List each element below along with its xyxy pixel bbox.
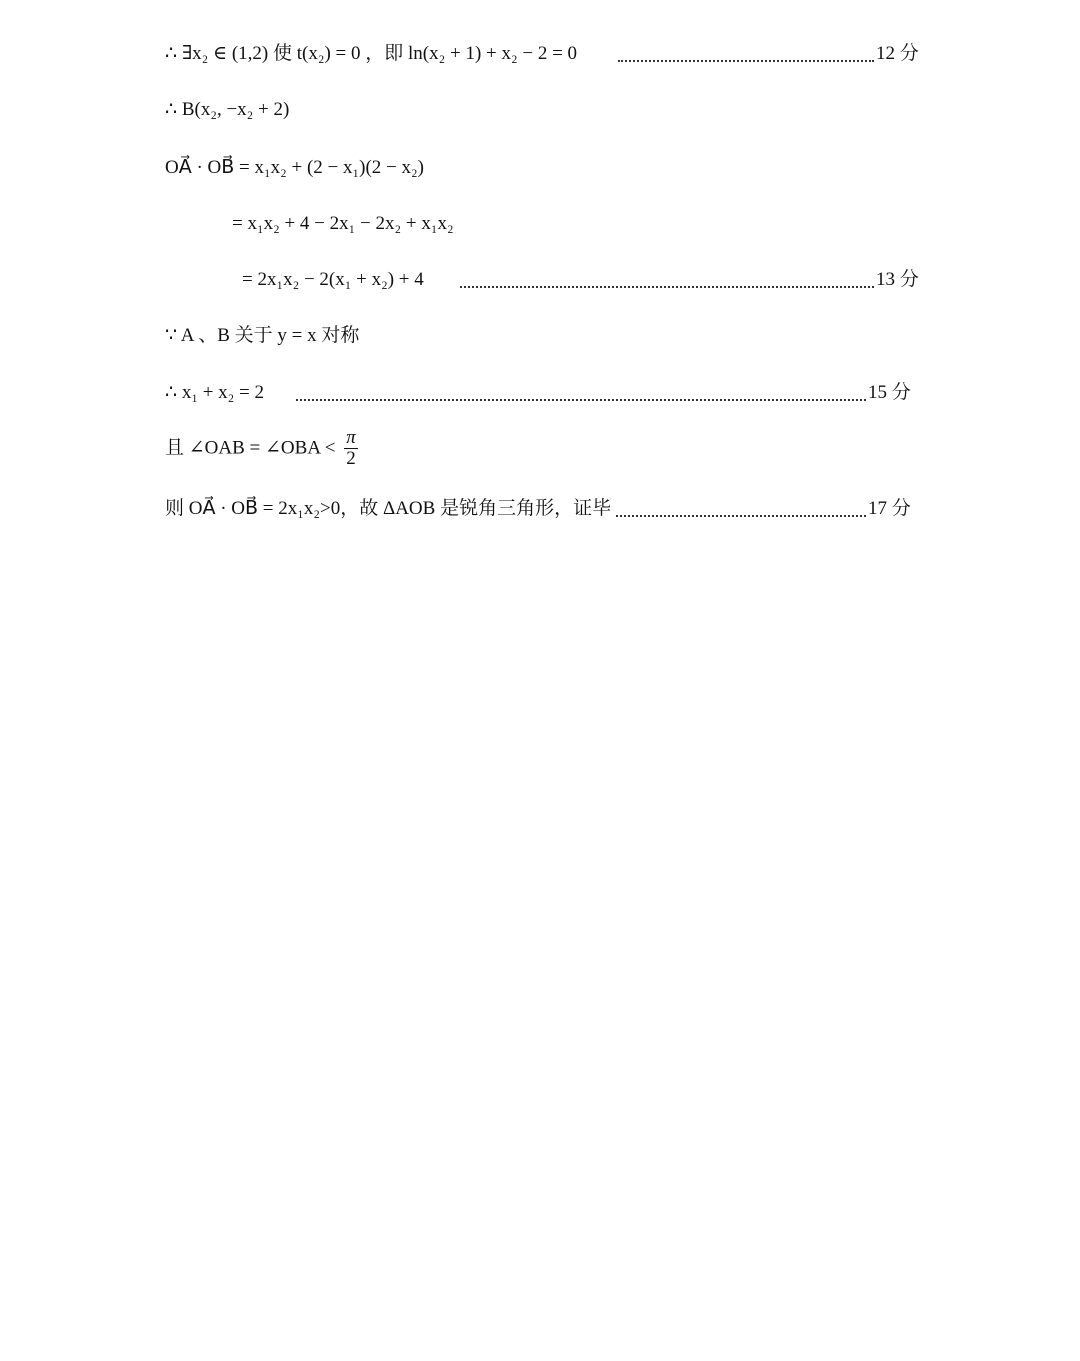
step-point-b (165, 98, 289, 122)
step-simplify (242, 268, 424, 292)
math-expression: = 2x₁x₂ − 2(x₁ + x₂) + 4 (242, 269, 424, 290)
dot-leader (460, 284, 874, 288)
dot-leader (618, 58, 874, 62)
math-expression: ∵ A 、B 关于 y = x 对称 (165, 325, 360, 346)
math-expression: ∴ ∃x₂ ∈ (1,2) 使 t(x₂) = 0 ，即 ln(x₂ + 1) + x₂ − 2 = 0 (165, 43, 578, 64)
step-dot-product (165, 156, 424, 180)
score-marker: 17 分 (868, 498, 911, 519)
score-marker: 13 分 (876, 269, 919, 290)
step-sum (165, 381, 264, 405)
dot-leader (616, 513, 866, 517)
math-expression: 则 OA⃗ · OB⃗ = 2x₁x₂>0，故 ΔAOB 是锐角三角形，证毕 (165, 498, 612, 519)
math-expression: 且 ∠OAB = ∠OBA < (165, 437, 336, 459)
math-expression: ∴ B(x₂, −x₂ + 2) (165, 99, 290, 120)
math-expression: ∴ x₁ + x₂ = 2 (165, 382, 265, 403)
step-conclusion (165, 497, 611, 521)
math-expression: = x₁x₂ + 4 − 2x₁ − 2x₂ + x₁x₂ (232, 213, 454, 234)
fraction-numerator: π (346, 427, 356, 448)
step-expand (232, 212, 454, 236)
score-marker: 15 分 (868, 382, 911, 403)
step-symmetry (165, 324, 359, 348)
score-marker: 12 分 (876, 43, 919, 64)
step-angle (165, 428, 358, 469)
fraction-denominator: 2 (346, 448, 356, 469)
dot-leader (296, 397, 866, 401)
fraction (344, 428, 358, 469)
step-exists-x2 (165, 42, 577, 66)
math-expression: OA⃗ · OB⃗ = x₁x₂ + (2 − x₁)(2 − x₂) (165, 157, 424, 178)
